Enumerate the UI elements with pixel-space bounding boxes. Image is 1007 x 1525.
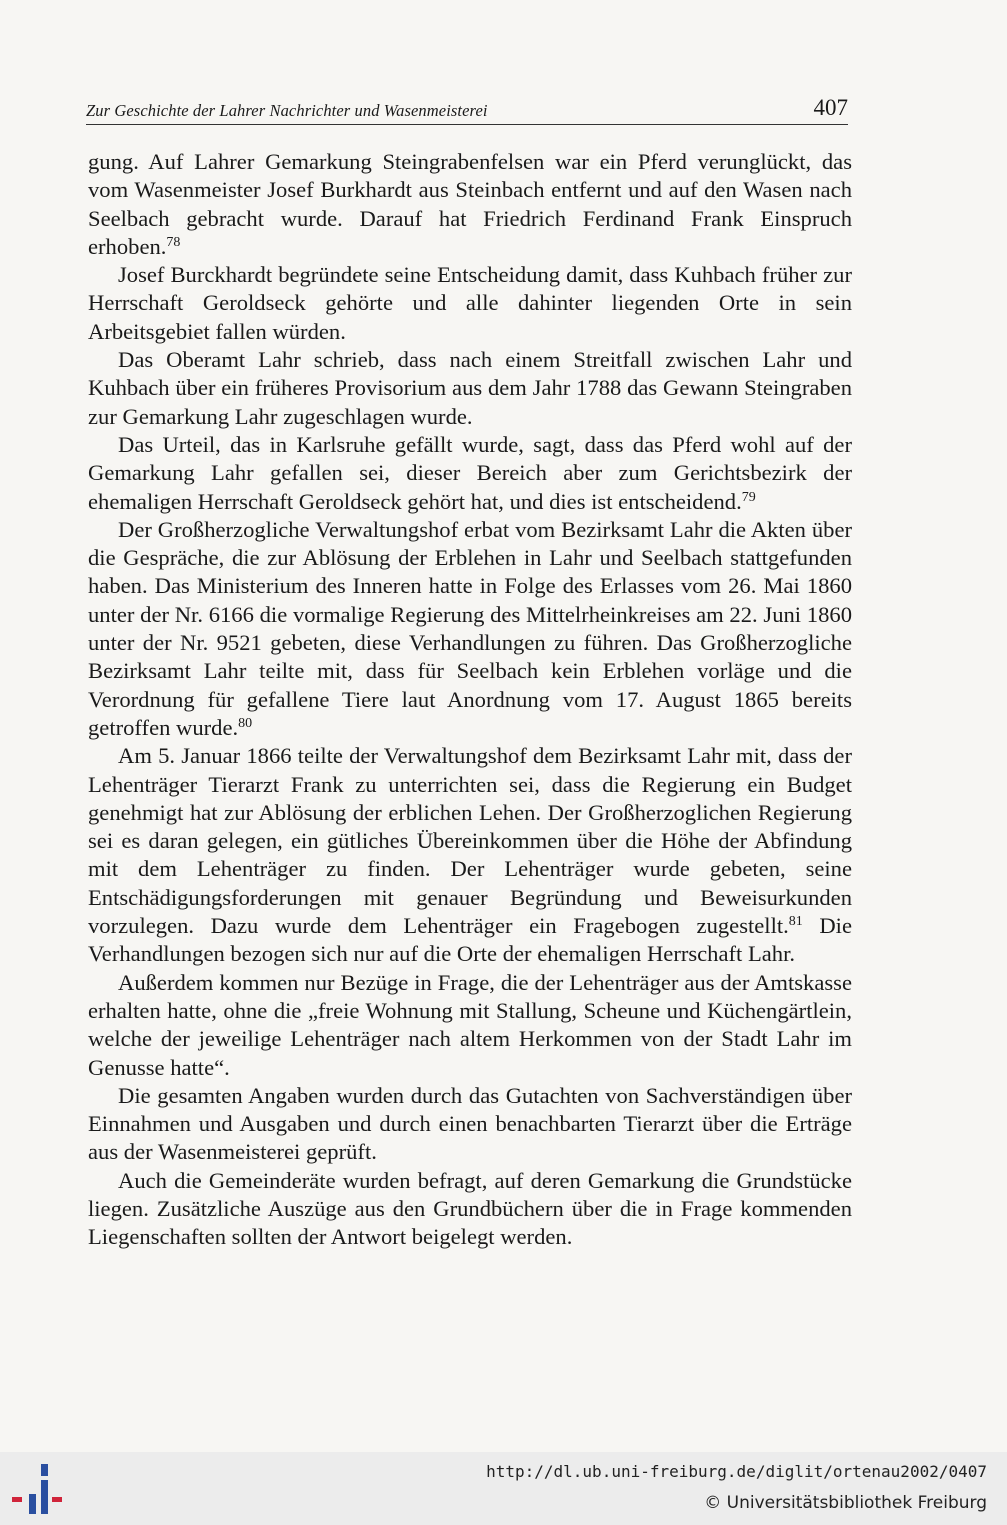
running-title: Zur Geschichte der Lahrer Nachrichter und Wasenmeisterei	[86, 101, 488, 120]
paragraph	[88, 1082, 852, 1167]
footer-copyright: © Universitätsbibliothek Freiburg	[704, 1493, 987, 1513]
footnote-ref: 79	[741, 489, 756, 505]
paragraph-text: Das Urteil, das in Karlsruhe gefällt wurde, sagt, dass das Pferd wohl auf der Gemarkung Lahr gefallen sei, dieser Bereich aber zum Gerichtsbezirk der ehemaligen Herrschaft Geroldseck gehört hat, und dies ist entscheidend.	[88, 431, 852, 514]
page-number: 407	[813, 95, 848, 120]
paragraph-text: Der Großherzogliche Verwaltungshof erbat vom Bezirksamt Lahr die Akten über die Gespräche, die zur Ablösung der Erblehen in Lahr und Seelbach stattgefunden haben. Das Ministerium des Inneren hatte in Folge des Erlasses vom 26. Mai 1860 unter der Nr. 6166 die vormalige Regierung des Mittelrheinkreises am 22. Juni 1860 unter der Nr. 9521 gebeten, diese Verhandlungen zu führen. Das Großherzogliche Bezirksamt Lahr teilte mit, dass für Seelbach kein Erblehen vorläge und die Verordnung für gefallene Tiere laut Anordnung vom 17. August 1865 bereits getroffen wurde.	[88, 516, 852, 740]
paragraph	[88, 261, 852, 346]
paragraph-text: Die gesamten Angaben wurden durch das Gutachten von Sachverständigen über Einnahmen und Ausgaben und durch einen benachbarten Tierarzt über die Erträge aus der Wasenmeisterei geprüft.	[88, 1082, 852, 1165]
footnote-ref: 80	[238, 715, 253, 731]
paragraph	[88, 1167, 852, 1252]
footer-bar	[0, 1452, 1007, 1525]
paragraph	[88, 969, 852, 1082]
paragraph-text: Am 5. Januar 1866 teilte der Verwaltungshof dem Bezirksamt Lahr mit, dass der Lehenträger Tierarzt Frank zu unterrichten sei, dass die Regierung ein Budget genehmigt hat zur Ablösung der erblichen Lehen. Der Großherzoglichen Regierung sei es daran gelegen, ein gütliches Übereinkommen über die Höhe der Abfindung mit dem Lehenträger zu finden. Der Lehenträger wurde gebeten, seine Entschädigungsforderungen mit genauer Begründung und Beweisurkunden vorzulegen. Dazu wurde dem Lehenträger ein Fragebogen zugestellt.	[88, 743, 852, 939]
ub-freiburg-logo-icon[interactable]	[12, 1464, 64, 1514]
paragraph	[88, 742, 852, 968]
paragraph	[88, 346, 852, 431]
paragraph	[88, 148, 852, 261]
paragraph	[88, 516, 852, 742]
paragraph	[88, 431, 852, 516]
paragraph-text: Die Verhandlungen bezogen sich nur auf die Orte der ehemaligen Herrschaft Lahr.	[88, 913, 852, 967]
paragraph-text: Auch die Gemeinderäte wurden befragt, auf deren Gemarkung die Grundstücke liegen. Zusätzliche Auszüge aus den Grundbüchern über die in Frage kommenden Liegenschaften sollten der Antwort beigelegt werden.	[88, 1167, 852, 1250]
paragraph-text: Außerdem kommen nur Bezüge in Frage, die der Lehenträger aus der Amtskasse erhalten hatte, ohne die „freie Wohnung mit Stallung, Scheune und Küchengärtlein, welche der jeweilige Lehenträger nach altem Herkommen von der Stadt Lahr im Genusse hatte“.	[88, 969, 852, 1080]
paragraph-text: Josef Burckhardt begründete seine Entscheidung damit, dass Kuhbach früher zur Herrschaft Geroldseck gehörte und alle dahinter liegenden Orte in sein Arbeitsgebiet fallen würden.	[88, 262, 852, 344]
footnote-ref: 81	[788, 914, 803, 930]
paragraph-text: gung. Auf Lahrer Gemarkung Steingrabenfelsen war ein Pferd verunglückt, das vom Wasenmeister Josef Burkhardt aus Steinbach entfernt und auf den Wasen nach Seelbach gebracht wurde. Darauf hat Friedrich Ferdinand Frank Einspruch erhoben.	[88, 149, 852, 259]
paragraph-text: Das Oberamt Lahr schrieb, dass nach einem Streitfall zwischen Lahr und Kuhbach über ein früheres Provisorium aus dem Jahr 1788 das Gewann Steingraben zur Gemarkung Lahr zugeschlagen wurde.	[88, 347, 852, 429]
body-text	[88, 148, 852, 1252]
footnote-ref: 78	[166, 234, 181, 250]
page-header	[86, 92, 848, 125]
footer-url-link[interactable]: http://dl.ub.uni-freiburg.de/diglit/ortenau2002/0407	[486, 1462, 987, 1481]
